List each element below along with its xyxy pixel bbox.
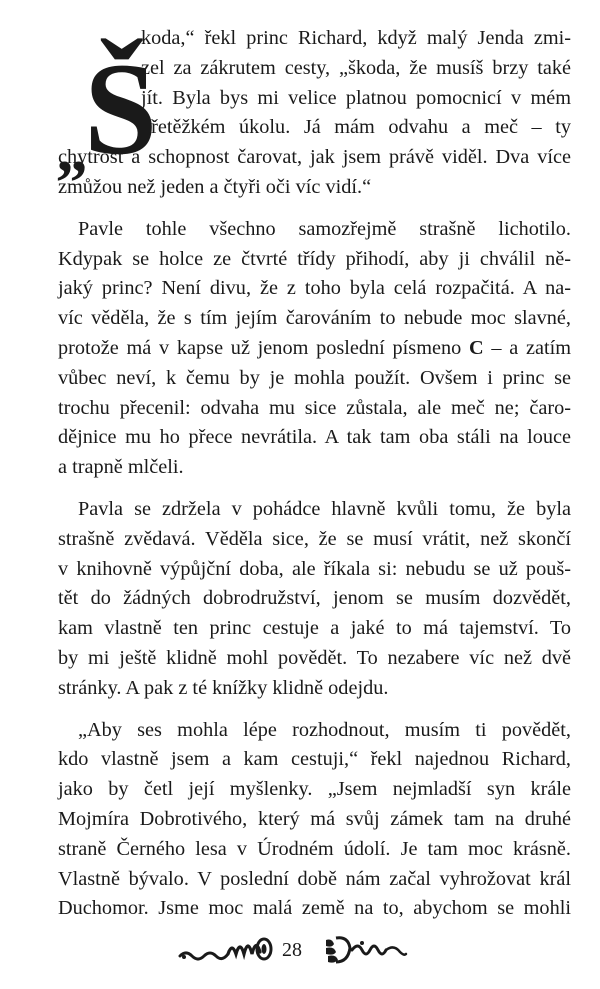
- text-line: Mojmíra Dobrotivého, který má svůj zámek tam na druhé: [58, 807, 571, 830]
- drop-cap: [56, 35, 158, 185]
- text-line: jaký princ? Není divu, že z toho byla celá rozpačitá. A na-: [58, 277, 571, 300]
- paragraph-3: [58, 495, 571, 704]
- page-footer: [0, 922, 600, 972]
- drop-cap-quote: „: [56, 114, 88, 185]
- text-line: jako by četl její myšlenky. „Jsem nejmladší syn krále: [58, 778, 571, 801]
- text-line: kdo vlastně jsem a kam cestuji,“ řekl najednou Richard,: [58, 748, 571, 771]
- text-line: chytrost a schopnost čarovat, jak jsem právě viděl. Dva více: [58, 146, 571, 169]
- text-line: dějnice mu ho přece nevrátila. A tak tam oba stáli na louce: [58, 426, 571, 449]
- text-line: by mi ještě klidně mohl povědět. To nezabere víc než dvě: [58, 646, 571, 669]
- page-number: 28: [282, 939, 302, 961]
- text-line: zel za zákrutem cesty, „škoda, že musíš brzy také: [141, 56, 571, 79]
- text-line: kam vlastně ten princ cestuje a jaké to má tajemství. To: [58, 617, 571, 640]
- text-line: straně Černého lesa v Úrodném údolí. Je tam moc krásně.: [58, 837, 571, 860]
- text-line: koda,“ řekl princ Richard, když malý Jenda zmi-: [141, 27, 571, 49]
- text-line: a trapně mlčeli.: [58, 456, 184, 479]
- text-line: přetěžkém úkolu. Já mám odvahu a meč – ty: [141, 116, 571, 139]
- text-segment: protože má v kapse už jenom poslední písmeno: [58, 336, 469, 359]
- text-line: Kdypak se holce ze čtvrté třídy přihodí, aby ji chválil ně-: [58, 247, 571, 270]
- hand-ornament-icon: [322, 934, 408, 966]
- text-line: Pavle tohle všechno samozřejmě strašně lichotilo.: [78, 217, 571, 240]
- drop-cap-letter: Š: [84, 35, 158, 182]
- text-segment: – a zatím: [483, 336, 571, 359]
- text-line: víc věděla, že s tím jejím čarováním to nebude moc slavné,: [58, 307, 571, 330]
- text-line: tět do žádných dobrodružství, jenom se musím dozvědět,: [58, 587, 571, 610]
- text-line: trochu přecenil: odvaha mu sice zůstala, ale meč ne; čaro-: [58, 396, 571, 419]
- text-line: jít. Byla bys mi velice platnou pomocnicí v mém: [141, 86, 571, 109]
- text-line: Pavla se zdržela v pohádce hlavně kvůli tomu, že byla: [78, 497, 571, 520]
- book-page: [58, 24, 571, 924]
- text-line: Vlastně bývalo. V poslední době nám začal vyhrožovat král: [58, 867, 571, 890]
- text-line: zmůžou než jeden a čtyři oči víc vidí.“: [58, 175, 372, 198]
- text-line: stránky. A pak z té knížky klidně odejdu.: [58, 676, 389, 699]
- text-line: „Aby ses mohla lépe rozhodnout, musím ti povědět,: [78, 718, 571, 741]
- text-line: Duchomor. Jsme moc malá země na to, abychom se mohli: [58, 897, 571, 920]
- snake-ornament-icon: [178, 932, 274, 966]
- text-line: v knihovně výpůjční doba, ale říkala si: nebudu se už pouš-: [58, 557, 571, 580]
- paragraph-2: [58, 215, 571, 483]
- text-line: strašně zvědavá. Věděla sice, že se musí vrátit, než skončí: [58, 527, 571, 550]
- paragraph-1: [58, 24, 571, 203]
- text-line-with-letter: [58, 334, 571, 364]
- text-line: vůbec neví, k čemu by je mohla použít. Ovšem i princ se: [58, 366, 571, 389]
- magic-letter: C: [468, 336, 484, 359]
- paragraph-4: [58, 716, 571, 925]
